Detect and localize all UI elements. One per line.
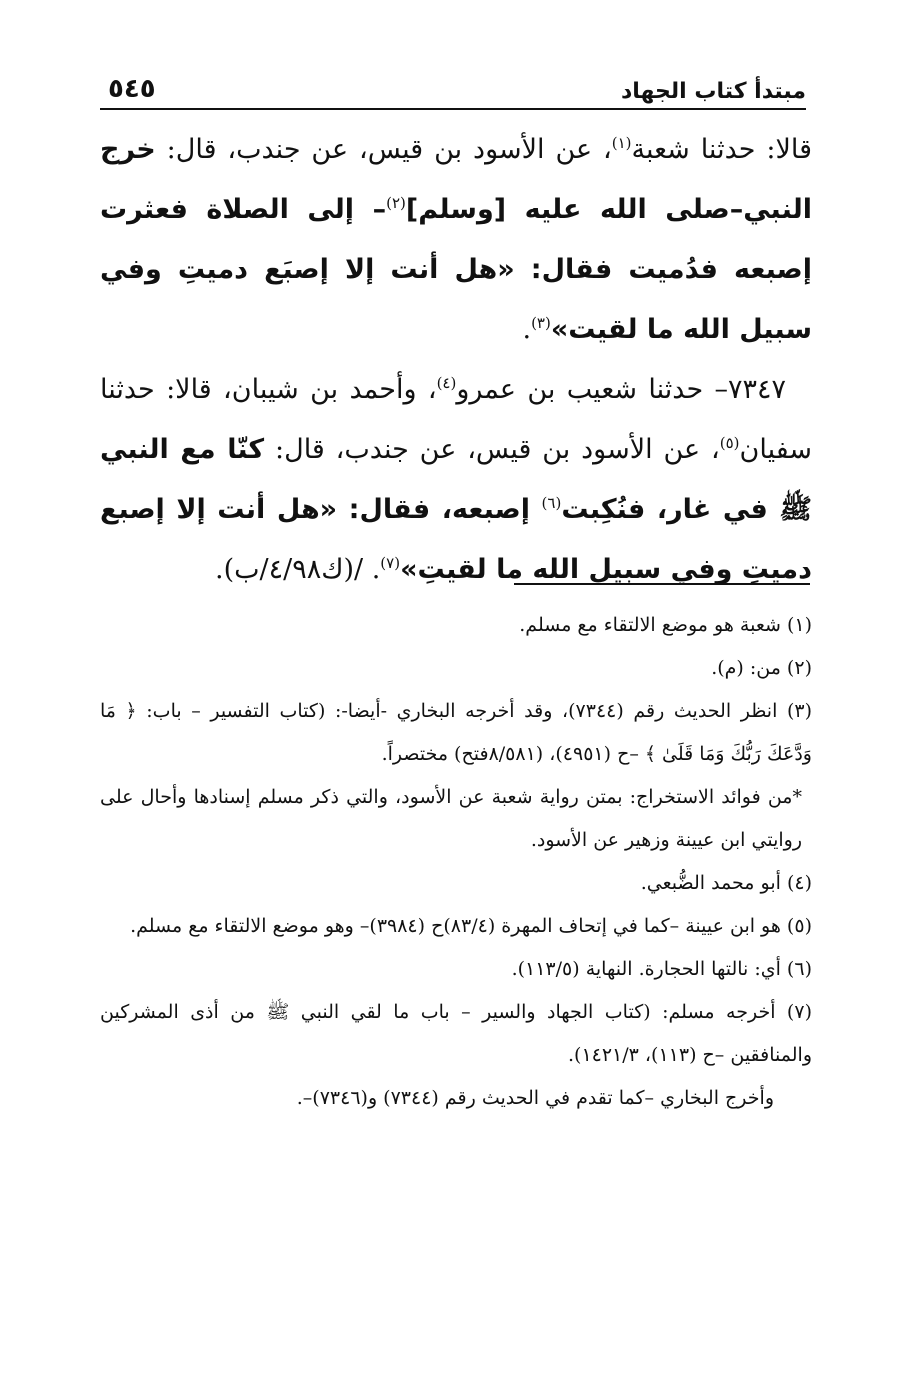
footnote-6: (٦) أي: نالتها الحجارة. النهاية (١١٣/٥). <box>511 958 812 980</box>
footnote-3: (٣) انظر الحديث رقم (٧٣٤٤)، وقد أخرجه البخاري -أيضا-: (كتاب التفسير – باب: ﴿ مَا وَدَّعَكَ رَبُّكَ وَمَا قَلَىٰ ﴾ –ح (٤٩٥١)، (٨/٥٨١فتح) مختصراً. <box>100 700 813 765</box>
hadith-text: كنّا مع النبي ﷺ في غار، فنُكِبت <box>100 434 813 525</box>
footnote-2: (٢) من: (م). <box>711 657 812 679</box>
footnote-1: (١) شعبة هو موضع الالتقاء مع مسلم. <box>519 614 812 636</box>
hadith-quote: «هل أنت إلا إصبَع دميتِ وفي سبيل الله ما لقيت» <box>100 254 812 345</box>
footnote-ref: (٣) <box>531 314 551 332</box>
page-number: ٥٤٥ <box>108 74 156 104</box>
hadith-text: خرج النبي–صلى الله عليه [وسلم] <box>100 134 812 225</box>
footnote-5: (٥) هو ابن عيينة –كما في إتحاف المهرة (٨٣/٤)ح (٣٩٨٤)– وهو موضع الالتقاء مع مسلم. <box>130 915 812 937</box>
footnotes <box>100 604 812 1120</box>
text-span: . /(ك٤/٩٨/ب). <box>214 554 381 585</box>
text-span: ، عن الأسود بن قيس، عن جندب، قال: <box>155 134 612 165</box>
footnote-ref: (١) <box>611 134 632 152</box>
text-span: ، وأحمد بن شيبان، قالا: حدثنا سفيان <box>100 374 812 465</box>
hadith-text: إصبعه، فقال: <box>337 494 542 525</box>
footnote-separator <box>514 583 810 585</box>
paragraph-2 <box>100 360 812 600</box>
running-title: مبتدأ كتاب الجهاد <box>620 79 806 104</box>
footnote-ref: (٥) <box>719 434 740 452</box>
footnote-ref: (٧) <box>380 554 401 572</box>
footnote-ref: (٦) <box>541 494 562 512</box>
text-span: ، عن الأسود بن قيس، عن جندب، قال: <box>264 434 720 465</box>
footnote-7-continued: وأخرج البخاري –كما تقدم في الحديث رقم (٧٣٤٤) و(٧٣٤٦)–. <box>296 1087 774 1109</box>
page-header <box>100 62 806 110</box>
text-span: . <box>522 314 532 345</box>
main-text <box>100 120 812 600</box>
footnote-7: (٧) أخرجه مسلم: (كتاب الجهاد والسير – باب ما لقي النبي ﷺ من أذى المشركين والمنافقين –ح (١١٣)، ١٤٢١/٣). <box>100 1001 812 1066</box>
footnote-3-benefit: *من فوائد الاستخراج: بمتن رواية شعبة عن الأسود، والتي ذكر مسلم إسنادها وأحال على روايتي ابن عيينة وزهير عن الأسود. <box>100 786 802 851</box>
text-span: ٧٣٤٧– حدثنا شعيب بن عمرو <box>456 374 786 405</box>
paragraph-1 <box>100 120 812 360</box>
hadith-text: – إلى الصلاة فعثرت إصبعه فدُميت فقال: <box>100 194 812 285</box>
footnote-ref: (٢) <box>386 194 406 212</box>
footnote-ref: (٤) <box>436 374 457 392</box>
hadith-quote: «هل أنت إلا إصبع دميتِ وفي سبيل الله ما لقيتِ» <box>100 494 812 585</box>
footnote-4: (٤) أبو محمد الضُّبعي. <box>640 872 812 894</box>
text-span: قالا: حدثنا شعبة <box>631 134 812 165</box>
